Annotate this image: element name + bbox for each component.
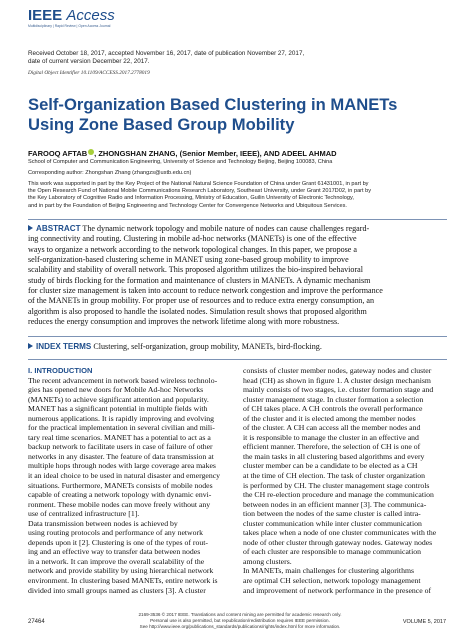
body-line: multiple hops through nodes with large coverage area makes (28, 461, 216, 471)
body-line: using routing protocols and performance of any network (28, 528, 203, 538)
index-terms (28, 342, 450, 352)
body-line: among clusters. (243, 556, 292, 566)
author-list (28, 149, 458, 159)
body-line: use of centralized infrastructure [1]. (28, 509, 140, 519)
body-line: The recent advancement in network based wireless technolo- (28, 375, 218, 385)
body-line: are optimal CH selection, network topology management (243, 576, 421, 586)
received-line: date of current version December 22, 2017. (28, 58, 150, 65)
body-line: is performed by CH. The cluster management stage controls (243, 480, 430, 490)
body-line: for the practical implementation in several civilian and mili- (28, 423, 215, 433)
first-author: FAROOQ AFTAB (28, 149, 88, 158)
divider (28, 359, 447, 360)
body-line: network and provide stability by using hierarchical network (28, 566, 214, 576)
other-authors: , ZHONGSHAN ZHANG, (Senior Member, IEEE), AND ADEEL AHMAD (94, 149, 337, 158)
left-column (28, 366, 234, 595)
body-line: it is responsible to manage the cluster in an effective and (243, 432, 419, 442)
body-line: the CH re-election procedure and manage the communication (243, 490, 434, 500)
received-dates (28, 50, 448, 66)
body-line: tary real time scenarios. MANET has a potential to act as a (28, 432, 211, 442)
body-line: capable of creating a network topology with dynamic envi- (28, 490, 212, 500)
copyright-link[interactable]: See http://www.ieee.org/publications_standards/publications/rights/index.html for more information. (139, 623, 341, 629)
body-line: numerous applications. It is rapidly improving and evolving (28, 413, 214, 423)
copyright-notice (100, 612, 380, 629)
abstract-line: study of birds flocking for the formation and maintenance of clusters in MANETs. A dynamic mechanism (28, 275, 371, 285)
body-line: head (CH) as shown in figure 1. A cluster design mechanism (243, 375, 431, 385)
body-line: mainly consists of two stages, i.e. cluster formation stage and (243, 385, 434, 395)
body-line: between nodes in an efficient manner [3]. The communica- (243, 499, 427, 509)
body-line: it an ideal choice to be used in natural disaster and emergency (28, 471, 221, 481)
abstract-line: ways to organize a network according to the network topological changes. In this paper, we propose a (28, 244, 358, 254)
abstract-text: The dynamic network topology and mobile nature of nodes can cause challenges regard- (82, 224, 370, 233)
abstract-label: ABSTRACT (36, 224, 81, 233)
journal-masthead (28, 8, 448, 36)
body-line: of the cluster and it is elected among the member nodes (243, 413, 416, 423)
body-line: the main tasks in all clustering based algorithms and every (243, 451, 425, 461)
body-line: of each cluster are responsible to manage communication (243, 547, 421, 557)
funding-line: the Open Research Fund of National Mobile Communications Research Laboratory, Southeast University, under Grant 2017D02, in part by (28, 188, 372, 195)
section-heading: I. INTRODUCTION (28, 366, 93, 375)
body-line: tion between the nodes of the same cluster is called intra- (243, 509, 421, 519)
body-line: and improvement of network performance in the presence of (243, 585, 432, 595)
body-line: of CH takes place. A CH controls the overall performance (243, 404, 423, 414)
paper-title (28, 95, 458, 134)
copyright-line: Personal use is also permitted, but republication/redistribution requires IEEE permission. (150, 617, 330, 623)
body-line: in a network. It can improve the overall scalability of the (28, 556, 205, 566)
corresponding-author: Corresponding author: Zhongshan Zhang (zhangzs@ustb.edu.cn) (28, 170, 192, 176)
body-line: divided into small groups named as clusters [3]. A cluster (28, 585, 206, 595)
body-line: situations. Furthermore, MANETs consists of mobile nodes (28, 480, 213, 490)
index-terms-label: INDEX TERMS (36, 342, 92, 351)
title-line: Self-Organization Based Clustering in MANETs (28, 95, 398, 114)
body-line: node of other cluster through gateway nodes. Gateway nodes (243, 537, 433, 547)
abstract-line (28, 224, 450, 234)
logo-access: Access (66, 7, 115, 24)
section-triangle-icon (28, 343, 33, 349)
right-column (243, 366, 449, 595)
body-line: ing and an effective way to transfer data between nodes (28, 547, 201, 557)
affiliation: School of Computer and Communication Engineering, University of Science and Technology Beijing, Beijing 100083, China (28, 159, 333, 165)
body-line: ronment. These mobile nodes can move freely without any (28, 499, 211, 509)
body-line: efficient manner. Therefore, the selection of CH is one of (243, 442, 421, 452)
body-line: (MANETs) to achieve significant attention and popularity. (28, 394, 209, 404)
abstract-line: scalability and stability of overall network. This proposed algorithm utilizes the bio-inspired behavioral (28, 265, 363, 275)
body-line: networks in any disaster. The feature of data transmission at (28, 451, 214, 461)
body-line: consists of cluster member nodes, gateway nodes and cluster (243, 366, 432, 375)
journal-tagline: Multidisciplinary | Rapid Review | Open Access Journal (28, 24, 111, 28)
copyright-line: 2169-3536 © 2017 IEEE. Translations and content mining are permitted for academic research only. (138, 612, 342, 617)
doi: Digital Object Identifier 10.1109/ACCESS.2017.2778019 (28, 70, 150, 76)
body-line: Data transmission between nodes is achieved by (28, 518, 178, 528)
body-line: of the cluster. A CH can access all the member nodes and (243, 423, 421, 433)
divider (28, 336, 447, 337)
funding-line: This work was supported in part by the Key Project of the National Natural Science Foundation of China under Grant 61431001, in part by (28, 181, 369, 187)
logo-ieee: IEEE (28, 7, 63, 24)
body-line: cluster management stage. In cluster formation a selection (243, 394, 424, 404)
divider (28, 219, 447, 220)
body-line: environment. In clustering based MANETs, entire network is (28, 576, 218, 586)
received-line: Received October 18, 2017, accepted November 16, 2017, date of publication November 27, 2017, (28, 50, 305, 57)
body-line: cluster member can be a candidate to be elected as a CH (243, 461, 418, 471)
volume-info: VOLUME 5, 2017 (402, 619, 446, 625)
body-line: depends upon it [2]. Clustering is one of the types of rout- (28, 537, 208, 547)
body-line: In MANETs, main challenges for clustering algorithms (243, 566, 414, 576)
journal-logo (28, 8, 448, 24)
section-triangle-icon (28, 225, 33, 231)
abstract-line: algorithm is also proposed to handle the isolated nodes. Simulation result shows that proposed algorithm (28, 306, 367, 316)
abstract-line: of the MANETs in group mobility. For proper use of resources and to reduce extra energy consumption, an (28, 296, 375, 306)
abstract-line: self-organization-based clustering scheme in MANET using zone-based group mobility to improve (28, 255, 349, 265)
body-line: MANET has a significant potential in multiple fields with (28, 404, 208, 414)
body-line: backup network to facilitate users in case of failure of other (28, 442, 213, 452)
funding-line: the Key Laboratory of Cognitive Radio and Information Processing, Ministry of Education, Guilin University of Electronic Technology, (28, 195, 354, 202)
abstract-line: for cluster size management is taken into account to reduce network congestion and improve the performance (28, 286, 383, 296)
abstract-line: reduces the energy consumption and improves the network lifetime along with more robustness. (28, 317, 340, 327)
body-line: at the time of CH election. The task of cluster organization (243, 471, 426, 481)
body-line: cluster communication while inter cluster communication (243, 518, 422, 528)
funding-line: and in part by the Foundation of Beijing Engineering and Technology Center for Convergence Networks and Ubiquitous Services. (28, 202, 347, 209)
page-number: 27464 (28, 619, 45, 625)
body-line: gies has opened new doors for Mobile Ad-hoc Networks (28, 385, 204, 395)
title-line: Using Zone Based Group Mobility (28, 114, 295, 134)
abstract-line: ing connectivity and routing. Clustering in mobile ad-hoc networks (MANETs) is one of the effective (28, 234, 357, 244)
funding-statement (28, 181, 458, 210)
abstract (28, 224, 450, 327)
index-terms-text: Clustering, self-organization, group mobility, MANETs, bird-flocking. (93, 342, 322, 351)
body-line: takes place when a node of one cluster communicates with the (243, 528, 437, 538)
